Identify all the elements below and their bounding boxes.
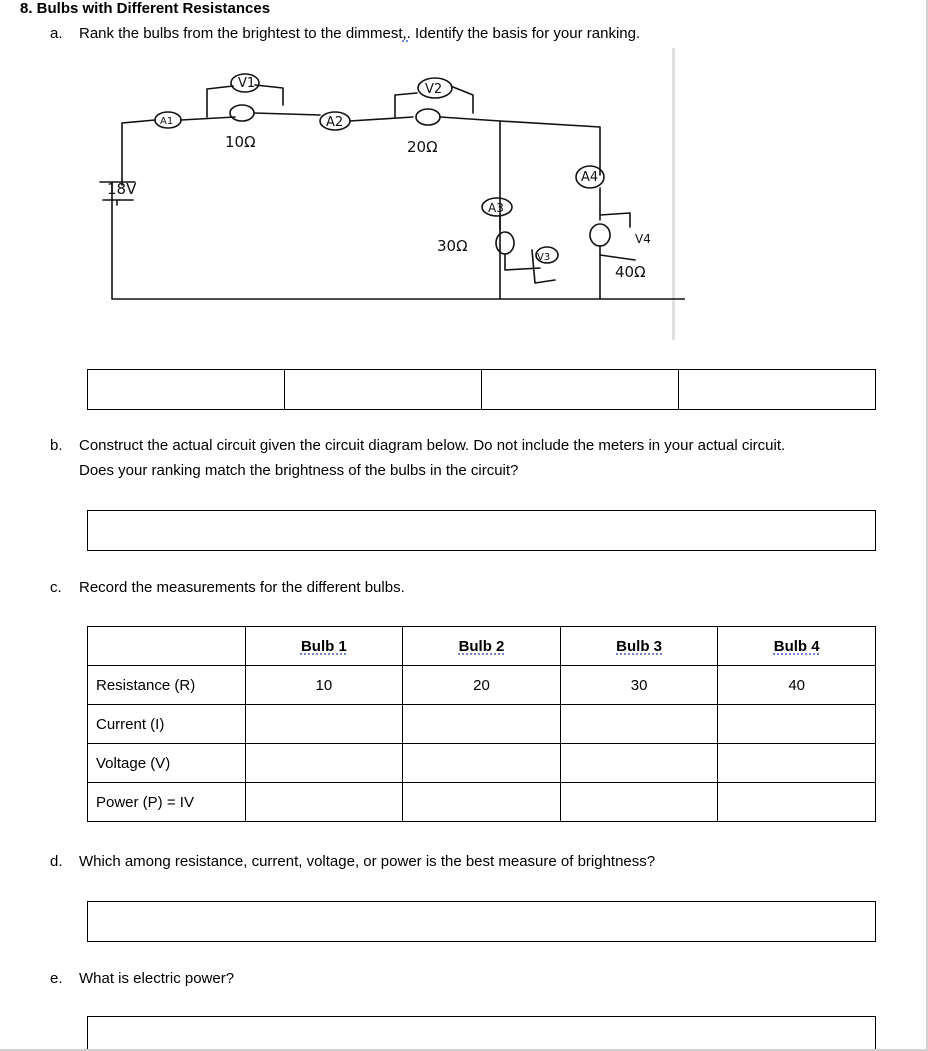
table-row-resistance [88,666,876,705]
table-row-power [88,783,876,822]
table-cell[interactable]: 20 [403,666,561,705]
bulb-4 [590,224,610,246]
row-label: Current (I) [88,705,246,744]
table-cell[interactable]: 40 [718,666,876,705]
v4-label: V4 [635,232,651,246]
row-label: Resistance (R) [88,666,246,705]
part-a-text: Rank the bulbs from the brightest to the dimmest [79,25,403,42]
part-c-text: Record the measurements for the different bulbs. [79,579,405,596]
table-row-voltage [88,744,876,783]
part-a-text2: Identify the basis for your ranking. [410,25,641,42]
rank-cell-2[interactable] [285,370,482,409]
table-cell[interactable] [718,744,876,783]
part-a-letter: a. [50,25,63,42]
measurement-table [87,626,876,822]
part-b-line2: Does your ranking match the brightness of the bulbs in the circuit? [79,462,519,479]
row-label: Voltage (V) [88,744,246,783]
circuit-diagram [95,55,685,315]
table-header-bulb-1: Bulb 1 [245,627,403,666]
v3-label: V3 [537,252,551,263]
table-cell[interactable] [718,783,876,822]
table-cell[interactable] [245,744,403,783]
r4-label: 40Ω [615,263,646,281]
table-header-bulb-3: Bulb 3 [560,627,718,666]
part-e-answer-box[interactable] [87,1016,876,1049]
table-cell[interactable] [403,744,561,783]
table-cell[interactable] [403,705,561,744]
source-label: 18V [107,180,137,198]
part-d-letter: d. [50,853,63,870]
part-d-text: Which among resistance, current, voltage, or power is the best measure of brightness? [79,853,656,870]
table-cell[interactable] [560,783,718,822]
a3-label: A3 [488,201,504,215]
v2-label: V2 [425,82,443,97]
bulb-2 [416,109,440,125]
r3-label: 30Ω [437,237,468,255]
table-cell[interactable]: 10 [245,666,403,705]
table-cell[interactable] [245,705,403,744]
part-c-letter: c. [50,579,62,596]
part-e-letter: e. [50,970,63,987]
bulb-3 [496,232,514,254]
question-title: 8. Bulbs with Different Resistances [20,0,271,17]
part-b-letter: b. [50,437,63,454]
table-cell[interactable] [560,705,718,744]
table-header-blank [88,627,246,666]
rank-cell-4[interactable] [679,370,875,409]
wire-left-top [122,120,155,185]
table-cell[interactable] [560,744,718,783]
part-b-answer-box[interactable] [87,510,876,551]
v1-label: V1 [238,76,256,91]
table-cell[interactable] [718,705,876,744]
table-header-bulb-2: Bulb 2 [403,627,561,666]
part-d-answer-box[interactable] [87,901,876,942]
a4-label: A4 [581,170,599,185]
bulb-1 [230,105,254,121]
a1-label: A1 [160,116,174,127]
row-label: Power (P) = IV [88,783,246,822]
table-row-current [88,705,876,744]
wire-bottom [112,182,685,299]
table-cell[interactable]: 30 [560,666,718,705]
table-header-row [88,627,876,666]
r1-label: 10Ω [225,133,256,151]
table-cell[interactable] [245,783,403,822]
part-a-sep: ,. [402,25,411,42]
part-a-prompt [79,25,640,43]
table-header-bulb-4: Bulb 4 [718,627,876,666]
ranking-answer-row[interactable] [87,369,876,410]
rank-cell-3[interactable] [482,370,679,409]
part-e-text: What is electric power? [79,970,235,987]
part-b-line1: Construct the actual circuit given the circuit diagram below. Do not include the meters in your actual circuit. [79,437,786,454]
rank-cell-1[interactable] [88,370,285,409]
table-cell[interactable] [403,783,561,822]
a2-label: A2 [326,115,344,130]
r2-label: 20Ω [407,138,438,156]
